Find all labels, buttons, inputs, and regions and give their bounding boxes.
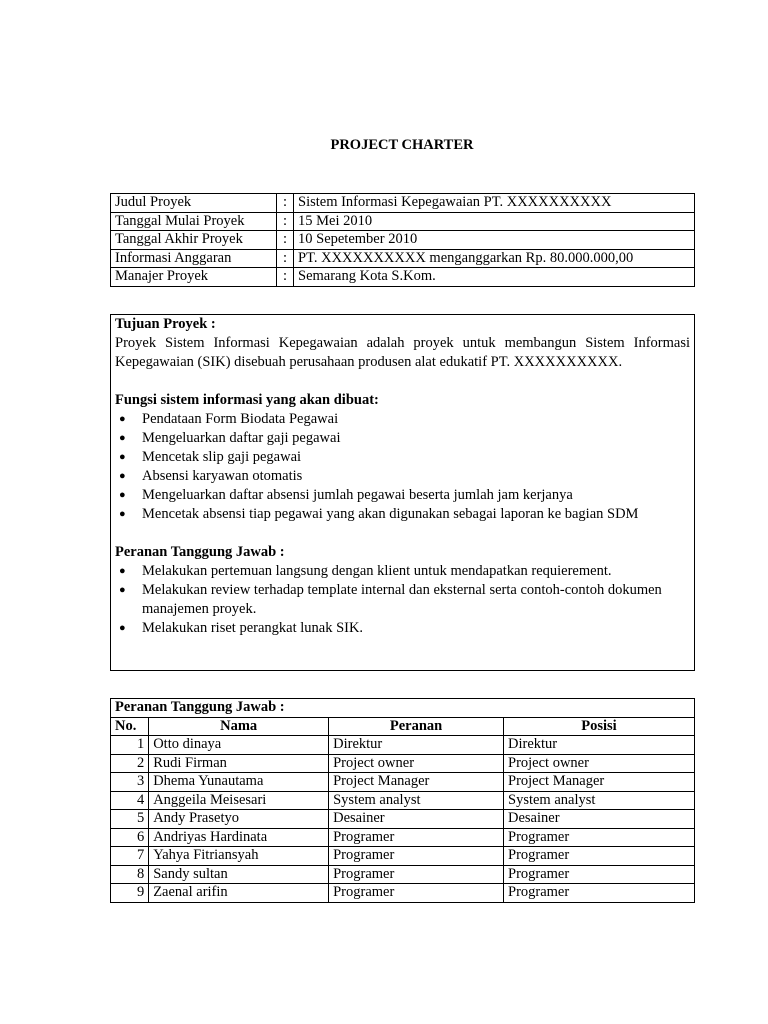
list-item-text: Mencetak absensi tiap pegawai yang akan digunakan sebagai laporan ke bagian SDM [142,506,639,522]
list-item-text: Absensi karyawan otomatis [142,468,303,484]
bullet-icon: ● [119,508,126,520]
roles-heading: Peranan Tanggung Jawab : [115,544,285,560]
member-position: Project Manager [504,773,695,792]
list-item [115,467,690,486]
team-header-row [111,717,695,736]
roles-list [115,562,690,638]
member-position: Programer [504,865,695,884]
member-no: 3 [111,773,149,792]
member-no: 4 [111,791,149,810]
info-separator: : [277,268,294,287]
member-position: Project owner [504,754,695,773]
list-item [115,429,690,448]
member-no: 6 [111,828,149,847]
member-name: Anggeila Meisesari [149,791,329,810]
bullet-icon: ● [119,489,126,501]
table-row [111,736,695,755]
list-item-text: Melakukan review terhadap template internal dan eksternal serta contoh-contoh dokumen manajemen proyek. [142,582,662,617]
member-role: Project owner [329,754,504,773]
list-item-text: Pendataan Form Biodata Pegawai [142,411,339,427]
list-item-text: Mencetak slip gaji pegawai [142,449,302,465]
column-header-no: No. [111,717,149,736]
member-name: Yahya Fitriansyah [149,847,329,866]
member-role: Direktur [329,736,504,755]
table-row [111,773,695,792]
info-value: 15 Mei 2010 [294,212,695,231]
info-separator: : [277,194,294,213]
member-role: Programer [329,884,504,903]
member-role: Programer [329,847,504,866]
info-separator: : [277,212,294,231]
objective-heading: Tujuan Proyek : [115,316,216,332]
bullet-icon: ● [119,451,126,463]
objective-section [110,314,695,671]
list-item [115,619,690,638]
functions-heading: Fungsi sistem informasi yang akan dibuat: [115,392,379,408]
table-row [111,865,695,884]
bullet-icon: ● [119,584,126,596]
member-name: Otto dinaya [149,736,329,755]
column-header-posisi: Posisi [504,717,695,736]
bullet-icon: ● [119,413,126,425]
project-info-table [110,193,695,287]
member-position: Programer [504,828,695,847]
list-item-text: Melakukan riset perangkat lunak SIK. [142,620,364,636]
list-item-text: Mengeluarkan daftar gaji pegawai [142,430,341,446]
member-no: 1 [111,736,149,755]
info-label: Tanggal Mulai Proyek [111,212,277,231]
table-row [111,884,695,903]
team-title-row [111,699,695,718]
member-no: 8 [111,865,149,884]
info-row [111,268,695,287]
info-label: Tanggal Akhir Proyek [111,231,277,250]
member-no: 9 [111,884,149,903]
column-header-peranan: Peranan [329,717,504,736]
member-no: 5 [111,810,149,829]
page-title: PROJECT CHARTER [330,137,474,153]
list-item-text: Melakukan pertemuan langsung dengan klient untuk mendapatkan requierement. [142,563,612,579]
table-row [111,791,695,810]
member-no: 2 [111,754,149,773]
info-value: PT. XXXXXXXXXX menganggarkan Rp. 80.000.000,00 [294,249,695,268]
member-name: Zaenal arifin [149,884,329,903]
table-row [111,810,695,829]
team-table [110,698,695,903]
member-name: Rudi Firman [149,754,329,773]
member-role: Project Manager [329,773,504,792]
member-position: Programer [504,884,695,903]
member-role: Programer [329,865,504,884]
info-row [111,231,695,250]
member-role: System analyst [329,791,504,810]
member-role: Desainer [329,810,504,829]
list-item [115,486,690,505]
info-label: Judul Proyek [111,194,277,213]
objective-text: Proyek Sistem Informasi Kepegawaian adalah proyek untuk membangun Sistem Informasi Kepegawaian (SIK) disebuah perusahaan produsen alat edukatif PT. XXXXXXXXXX. [115,335,690,370]
table-row [111,828,695,847]
member-no: 7 [111,847,149,866]
table-row [111,847,695,866]
info-separator: : [277,231,294,250]
functions-list [115,410,690,524]
member-name: Dhema Yunautama [149,773,329,792]
info-row [111,249,695,268]
team-table-title: Peranan Tanggung Jawab : [111,699,695,718]
info-separator: : [277,249,294,268]
info-label: Informasi Anggaran [111,249,277,268]
member-position: Direktur [504,736,695,755]
list-item [115,410,690,429]
list-item [115,562,690,581]
member-position: System analyst [504,791,695,810]
list-item [115,448,690,467]
info-value: Sistem Informasi Kepegawaian PT. XXXXXXXXXX [294,194,695,213]
info-value: 10 Sepetember 2010 [294,231,695,250]
member-name: Andriyas Hardinata [149,828,329,847]
info-value: Semarang Kota S.Kom. [294,268,695,287]
bullet-icon: ● [119,622,126,634]
member-position: Desainer [504,810,695,829]
column-header-nama: Nama [149,717,329,736]
list-item-text: Mengeluarkan daftar absensi jumlah pegawai beserta jumlah jam kerjanya [142,487,573,503]
bullet-icon: ● [119,470,126,482]
info-label: Manajer Proyek [111,268,277,287]
member-name: Andy Prasetyo [149,810,329,829]
bullet-icon: ● [119,565,126,577]
list-item [115,505,690,524]
member-name: Sandy sultan [149,865,329,884]
table-row [111,754,695,773]
list-item [115,581,690,619]
member-role: Programer [329,828,504,847]
bullet-icon: ● [119,432,126,444]
info-row [111,212,695,231]
member-position: Programer [504,847,695,866]
info-row [111,194,695,213]
